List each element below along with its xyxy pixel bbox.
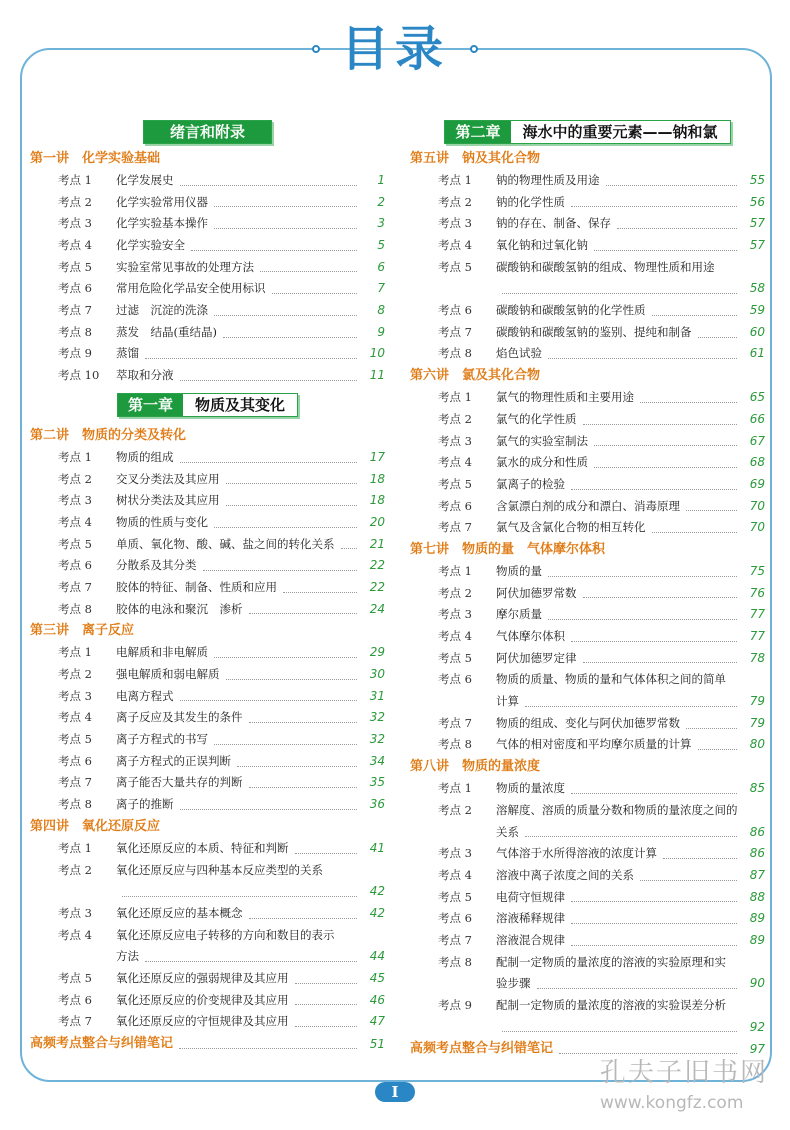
list-item[interactable]: 考点 3 氧化还原反应的基本概念 42	[58, 905, 385, 920]
lecture-6-list	[410, 387, 765, 539]
list-item[interactable]: 考点 2 氯气的化学性质 66	[438, 411, 765, 426]
list-item[interactable]: 考点 3 电离方程式 31	[58, 688, 385, 703]
list-item[interactable]: 考点 8 蒸发 结晶(重结晶) 9	[58, 324, 385, 339]
page-number-badge: I	[375, 1082, 415, 1102]
list-item[interactable]: 考点 7 离子能否大量共存的判断 35	[58, 775, 385, 790]
lecture-7-title[interactable]: 第七讲 物质的量 气体摩尔体积	[410, 542, 606, 557]
list-item[interactable]: 考点 9 配制一定物质的量浓度的溶液的实验误差分析 92	[438, 998, 765, 1034]
intro-badge[interactable]: 绪言和附录	[143, 120, 272, 144]
list-item[interactable]: 考点 6 离子方程式的正误判断 34	[58, 753, 385, 768]
lecture-4-list	[30, 838, 385, 1033]
list-item[interactable]: 考点 2 阿伏加德罗常数 76	[438, 585, 765, 600]
left-summary-link[interactable]: 高频考点整合与纠错笔记 51	[30, 1036, 385, 1052]
list-item[interactable]: 考点 7 胶体的特征、制备、性质和应用 22	[58, 579, 385, 594]
list-item[interactable]: 考点 7 过滤 沉淀的洗涤 8	[58, 303, 385, 318]
list-item[interactable]: 考点 8 胶体的电泳和聚沉 渗析 24	[58, 601, 385, 616]
list-item[interactable]: 考点 4 气体摩尔体积 77	[438, 629, 765, 644]
lecture-5-title[interactable]: 第五讲 钠及其化合物	[410, 151, 541, 166]
list-item[interactable]: 考点 5 单质、氧化物、酸、碱、盐之间的转化关系 21	[58, 536, 385, 551]
list-item[interactable]: 考点 3 氯气的实验室制法 67	[438, 433, 765, 448]
list-item[interactable]: 考点 1 物质的量 75	[438, 563, 765, 578]
page-title: 目录	[340, 21, 449, 77]
list-item[interactable]: 考点 7 物质的组成、变化与阿伏加德罗常数 79	[438, 715, 765, 730]
right-column	[410, 120, 765, 1060]
list-item[interactable]: 考点 3 钠的存在、制备、保存 57	[438, 216, 765, 231]
list-item[interactable]: 考点 8 焰色试验 61	[438, 346, 765, 361]
list-item[interactable]: 考点 3 摩尔质量 77	[438, 607, 765, 622]
lecture-7-list	[410, 561, 765, 756]
list-item[interactable]: 考点 2 交叉分类法及其应用 18	[58, 471, 385, 486]
list-item[interactable]: 考点 1 物质的组成 17	[58, 449, 385, 464]
lecture-2-list	[30, 447, 385, 621]
list-item[interactable]: 考点 3 气体溶于水所得溶液的浓度计算 86	[438, 846, 765, 861]
list-item[interactable]: 考点 1 氧化还原反应的本质、特征和判断 41	[58, 840, 385, 855]
list-item[interactable]: 考点 2 溶解度、溶质的质量分数和物质的量浓度之间的 关系 86	[438, 802, 765, 839]
watermark: 孔夫子旧书网 www.kongfz.com	[600, 1058, 769, 1113]
lecture-3-list	[30, 642, 385, 816]
list-item[interactable]: 考点 6 分散系及其分类 22	[58, 558, 385, 573]
lecture-5-list	[410, 170, 765, 365]
list-item[interactable]: 考点 6 碳酸钠和碳酸氢钠的化学性质 59	[438, 303, 765, 318]
list-item[interactable]: 考点 9 蒸馏 10	[58, 346, 385, 361]
list-item[interactable]: 考点 5 电荷守恒规律 88	[438, 889, 765, 904]
chapter-2-badge[interactable]: 第二章 海水中的重要元素——钠和氯	[444, 120, 730, 144]
list-item[interactable]: 考点 1 化学发展史 1	[58, 172, 385, 187]
lecture-4-title[interactable]: 第四讲 氧化还原反应	[30, 818, 161, 834]
list-item[interactable]: 考点 2 氧化还原反应与四种基本反应类型的关系 42	[58, 862, 385, 899]
left-column	[30, 120, 385, 1055]
list-item[interactable]: 考点 1 物质的量浓度 85	[438, 781, 765, 796]
list-item[interactable]: 考点 6 氧化还原反应的价变规律及其应用 46	[58, 992, 385, 1007]
list-item[interactable]: 考点 3 树状分类法及其应用 18	[58, 493, 385, 508]
list-item[interactable]: 考点 2 化学实验常用仪器 2	[58, 194, 385, 209]
list-item[interactable]: 考点 5 氧化还原反应的强弱规律及其应用 45	[58, 970, 385, 985]
lecture-2-title[interactable]: 第二讲 物质的分类及转化	[30, 427, 187, 443]
list-item[interactable]: 考点 2 强电解质和弱电解质 30	[58, 667, 385, 682]
list-item[interactable]: 考点 4 离子反应及其发生的条件 32	[58, 710, 385, 725]
list-item[interactable]: 考点 4 物质的性质与变化 20	[58, 514, 385, 529]
list-item[interactable]: 考点 7 氯气及含氯化合物的相互转化 70	[438, 520, 765, 535]
list-item[interactable]: 考点 5 碳酸钠和碳酸氢钠的组成、物理性质和用途 58	[438, 259, 765, 296]
list-item[interactable]: 考点 8 气体的相对密度和平均摩尔质量的计算 80	[438, 737, 765, 752]
list-item[interactable]: 考点 6 常用危险化学品安全使用标识 7	[58, 281, 385, 296]
list-item[interactable]: 考点 8 离子的推断 36	[58, 797, 385, 812]
list-item[interactable]: 考点 4 氧化钠和过氧化钠 57	[438, 238, 765, 253]
lecture-8-list	[410, 778, 765, 1038]
list-item[interactable]: 考点 1 电解质和非电解质 29	[58, 645, 385, 660]
chapter-1-badge[interactable]: 第一章 物质及其变化	[117, 393, 298, 417]
list-item[interactable]: 考点 10 萃取和分液 11	[58, 368, 385, 383]
lecture-8-title[interactable]: 第八讲 物质的量浓度	[410, 759, 541, 775]
list-item[interactable]: 考点 4 化学实验安全 5	[58, 238, 385, 253]
list-item[interactable]: 考点 5 离子方程式的书写 32	[58, 732, 385, 747]
list-item[interactable]: 考点 7 碳酸钠和碳酸氢钠的鉴别、提纯和制备 60	[438, 324, 765, 339]
list-item[interactable]: 考点 7 溶液混合规律 89	[438, 932, 765, 947]
lecture-1-title[interactable]: 第一讲 化学实验基础	[30, 151, 161, 166]
list-item[interactable]: 考点 7 氧化还原反应的守恒规律及其应用 47	[58, 1014, 385, 1029]
list-item[interactable]: 考点 3 化学实验基本操作 3	[58, 216, 385, 231]
list-item[interactable]: 考点 4 溶液中离子浓度之间的关系 87	[438, 867, 765, 882]
right-summary-link[interactable]: 高频考点整合与纠错笔记 97	[410, 1041, 765, 1057]
list-item[interactable]: 考点 2 钠的化学性质 56	[438, 194, 765, 209]
list-item[interactable]: 考点 6 含氯漂白剂的成分和漂白、消毒原理 70	[438, 498, 765, 513]
lecture-6-title[interactable]: 第六讲 氯及其化合物	[410, 368, 541, 384]
lecture-1-list	[30, 170, 385, 387]
list-item[interactable]: 考点 5 氯离子的检验 69	[438, 476, 765, 491]
lecture-3-title[interactable]: 第三讲 离子反应	[30, 623, 135, 639]
list-item[interactable]: 考点 6 物质的质量、物质的量和气体体积之间的简单 计算 79	[438, 672, 765, 709]
list-item[interactable]: 考点 6 溶液稀释规律 89	[438, 911, 765, 926]
list-item[interactable]: 考点 1 氯气的物理性质和主要用途 65	[438, 390, 765, 405]
list-item[interactable]: 考点 5 阿伏加德罗定律 78	[438, 650, 765, 665]
list-item[interactable]: 考点 8 配制一定物质的量浓度的溶液的实验原理和实 验步骤 90	[438, 954, 765, 991]
list-item[interactable]: 考点 5 实验室常见事故的处理方法 6	[58, 259, 385, 274]
list-item[interactable]: 考点 4 氧化还原反应电子转移的方向和数目的表示 方法 44	[58, 927, 385, 964]
list-item[interactable]: 考点 1 钠的物理性质及用途 55	[438, 172, 765, 187]
list-item[interactable]: 考点 4 氯水的成分和性质 68	[438, 455, 765, 470]
